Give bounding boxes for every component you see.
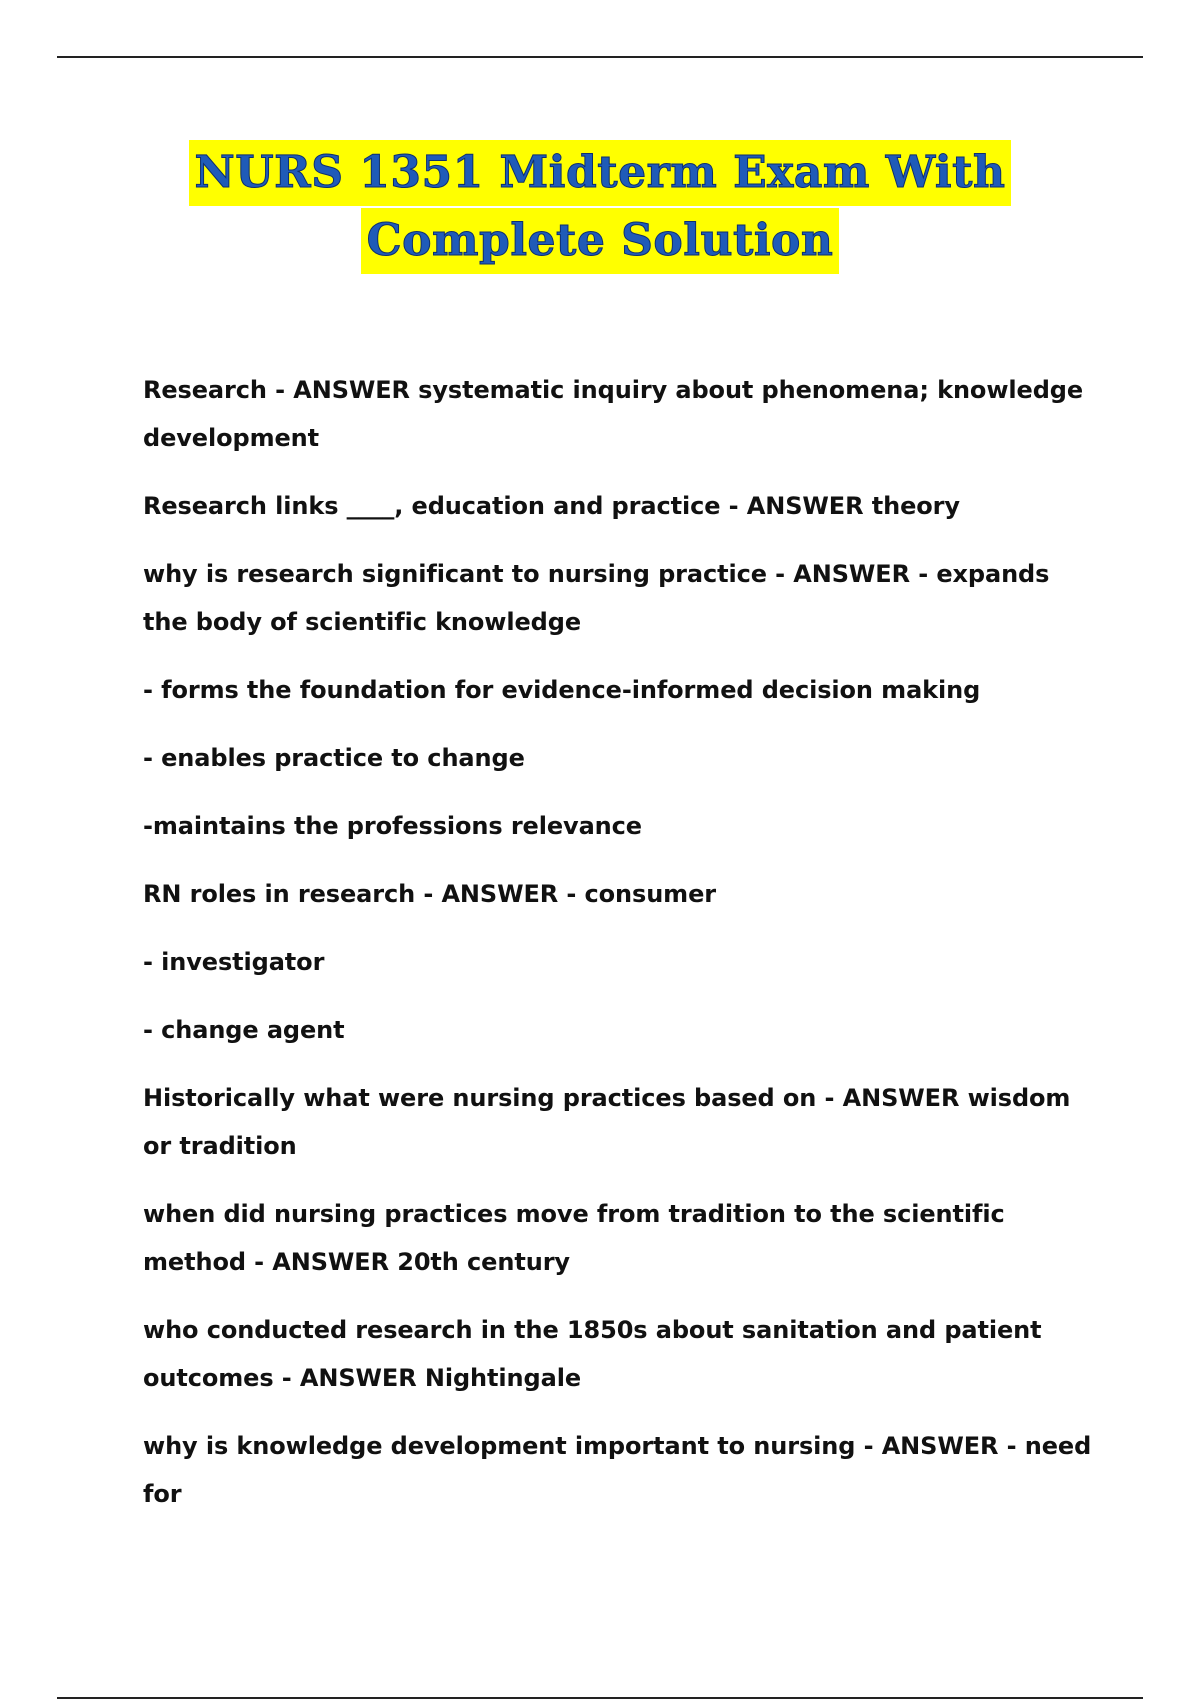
paragraph-historical-practices: Historically what were nursing practices based on - ANSWER wisdom or tradition — [143, 1084, 1071, 1160]
paragraph-research-significance: why is research significant to nursing practice - ANSWER - expands the body of scientific knowledge — [143, 560, 1050, 636]
paragraph-research-definition: Research - ANSWER systematic inquiry about phenomena; knowledge development — [143, 376, 1084, 452]
paragraph-knowledge-development: why is knowledge development important to nursing - ANSWER - need for — [143, 1432, 1092, 1508]
paragraph-bullet-investigator: - investigator — [143, 948, 325, 976]
title-line-2: Complete Solution — [361, 208, 840, 274]
paragraph-scientific-method: when did nursing practices move from tradition to the scientific method - ANSWER 20th century — [143, 1200, 1005, 1276]
paragraph-rn-roles: RN roles in research - ANSWER - consumer — [143, 880, 717, 908]
paragraph-bullet-change-agent: - change agent — [143, 1016, 345, 1044]
document-body — [143, 366, 1093, 1538]
document-title — [0, 140, 1200, 276]
paragraph-bullet-change: - enables practice to change — [143, 744, 525, 772]
title-line-1: NURS 1351 Midterm Exam With — [189, 140, 1012, 206]
paragraph-bullet-foundation: - forms the foundation for evidence-informed decision making — [143, 676, 981, 704]
bottom-divider — [57, 1697, 1143, 1699]
paragraph-bullet-relevance: -maintains the professions relevance — [143, 812, 642, 840]
top-divider — [57, 56, 1143, 58]
paragraph-nightingale: who conducted research in the 1850s about sanitation and patient outcomes - ANSWER Nightingale — [143, 1316, 1042, 1392]
paragraph-research-links: Research links ____, education and practice - ANSWER theory — [143, 492, 960, 520]
